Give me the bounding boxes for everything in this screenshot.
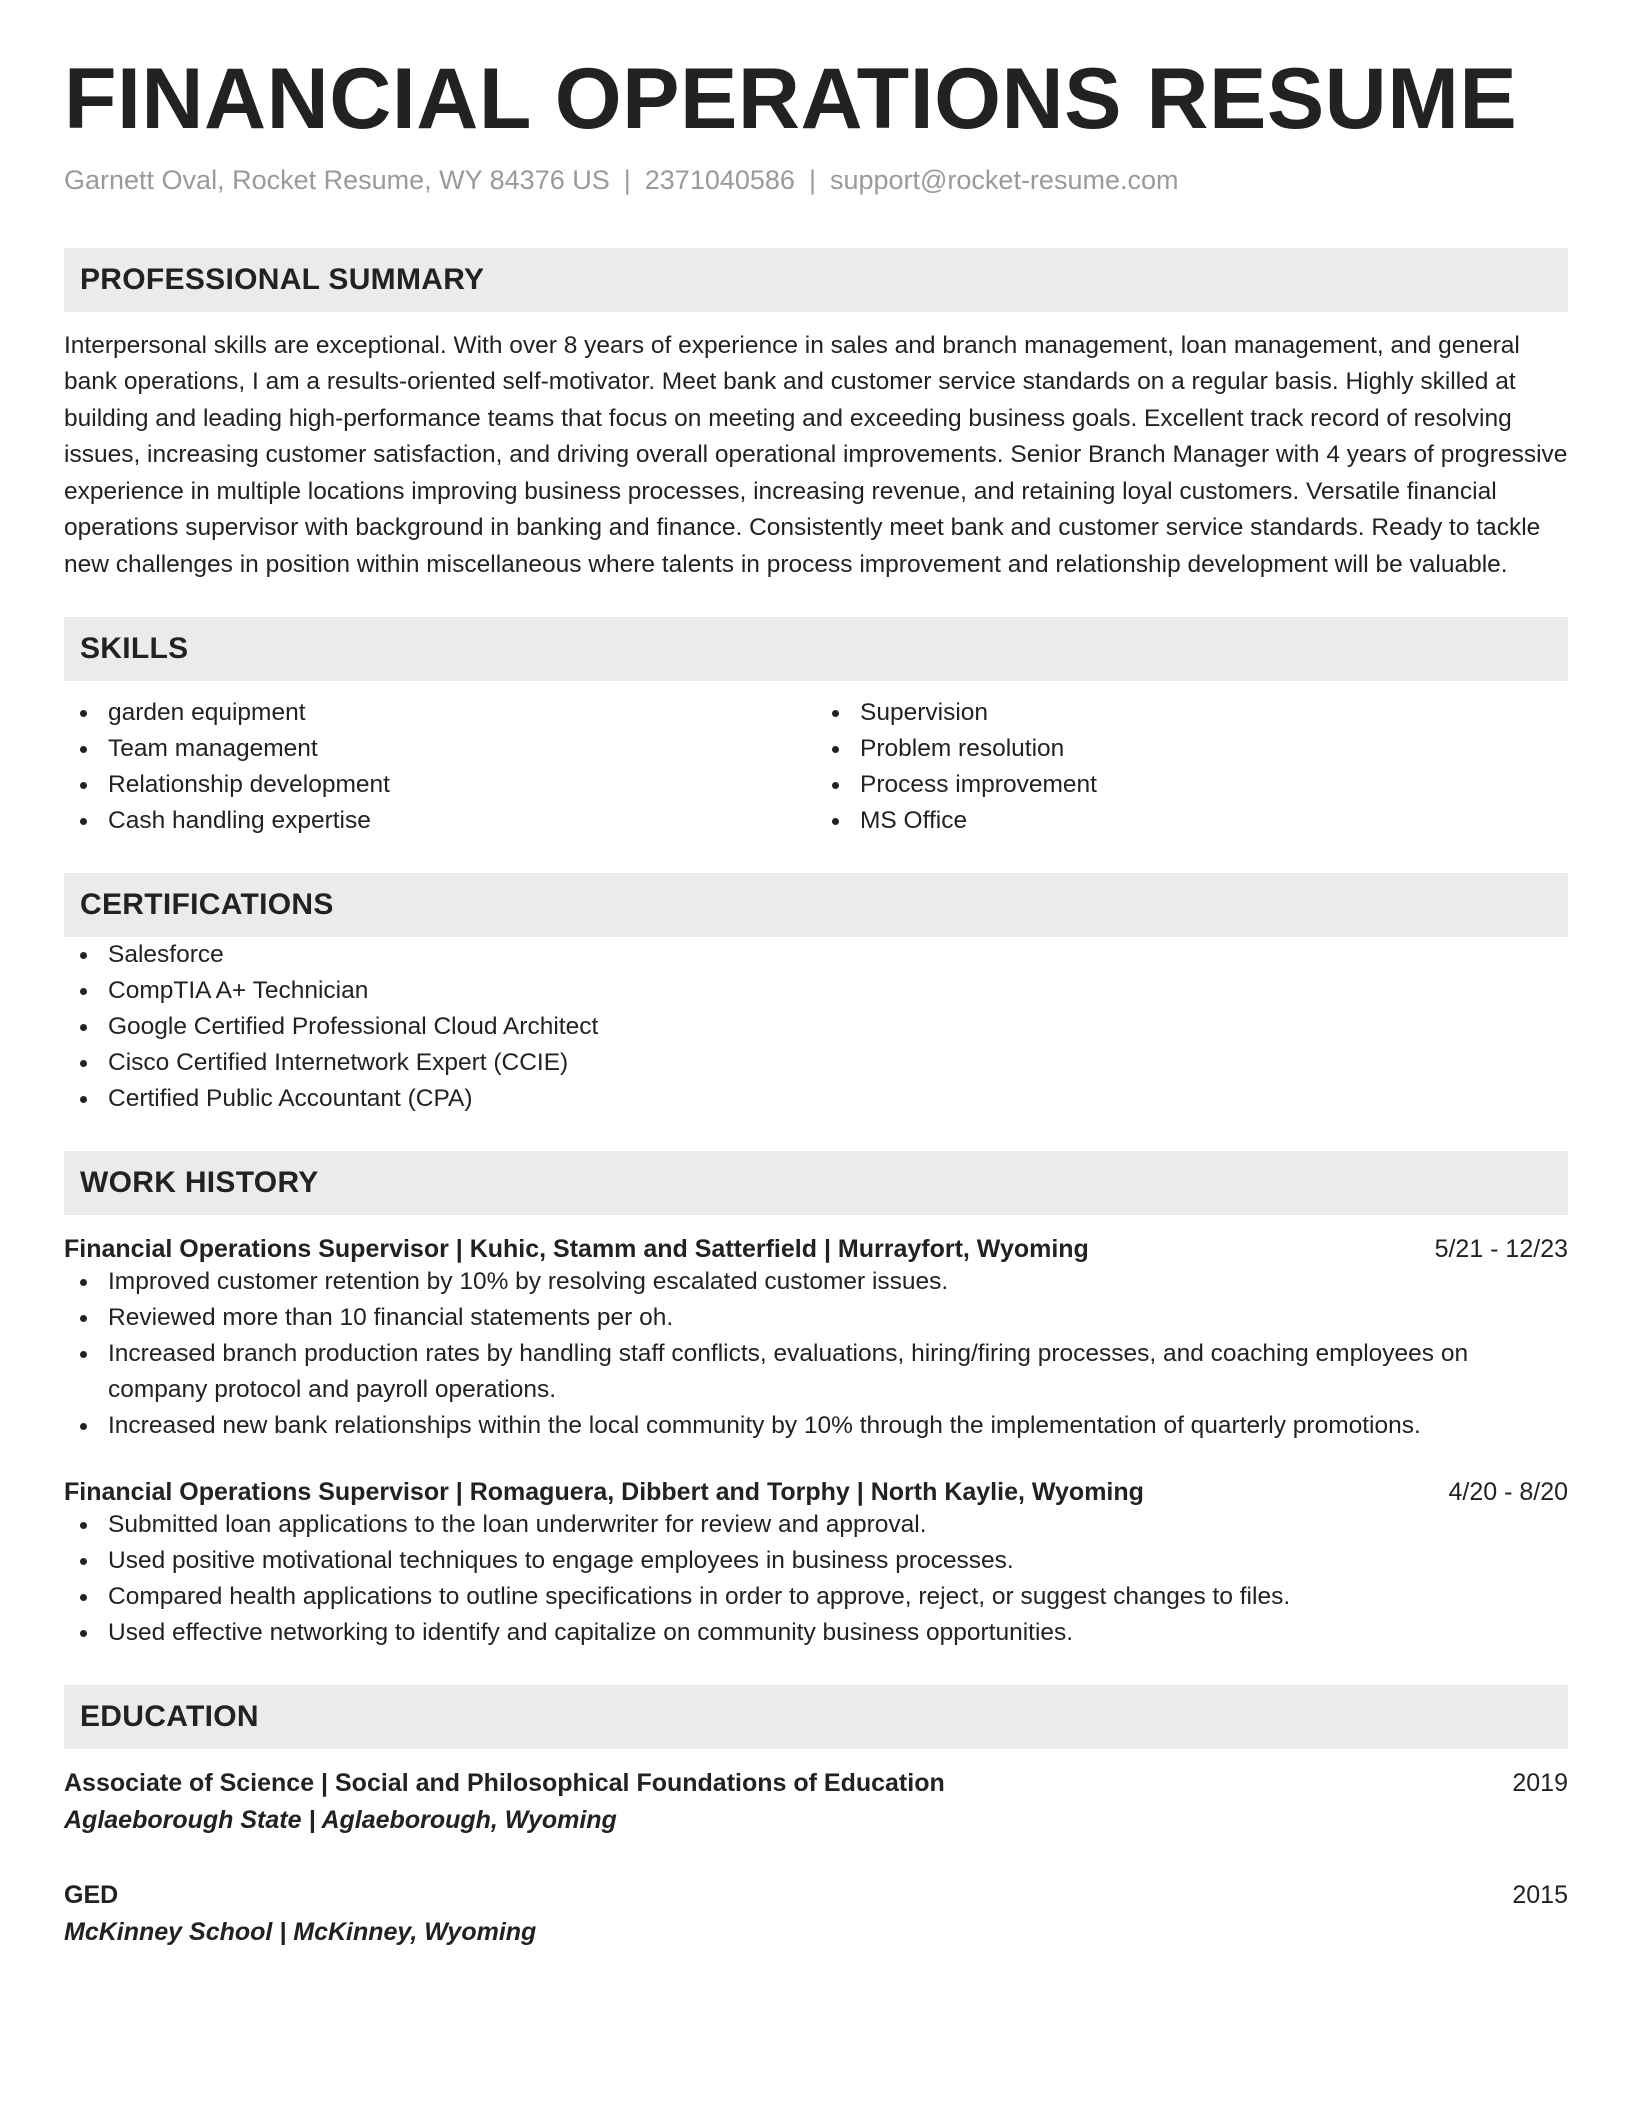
contact-address: Garnett Oval, Rocket Resume, WY 84376 US (64, 164, 610, 195)
certifications-list (64, 937, 1568, 1117)
job-dates: 4/20 - 8/20 (1448, 1478, 1568, 1507)
resume-title: FINANCIAL OPERATIONS RESUME (64, 51, 1518, 147)
skill-item: Supervision (816, 695, 1568, 731)
education-header (64, 1769, 1568, 1798)
education-heading: EDUCATION (64, 1685, 1568, 1749)
education-degree: Associate of Science | Social and Philosophical Foundations of Education (64, 1769, 945, 1798)
education-school: Aglaeborough State | Aglaeborough, Wyoming (64, 1806, 617, 1835)
skill-item: garden equipment (64, 695, 816, 731)
job-header (64, 1235, 1568, 1264)
skill-item: MS Office (816, 803, 1568, 839)
job-bullet: Improved customer retention by 10% by resolving escalated customer issues. (64, 1264, 1568, 1300)
job-bullet: Increased branch production rates by handling staff conflicts, evaluations, hiring/firing processes, and coaching employees on company protocol and payroll operations. (64, 1336, 1568, 1408)
certifications-heading: CERTIFICATIONS (64, 873, 1568, 937)
contact-line (64, 165, 1568, 196)
contact-separator: | (623, 164, 631, 195)
job-bullet: Compared health applications to outline specifications in order to approve, reject, or suggest changes to files. (64, 1579, 1568, 1615)
certification-item: Certified Public Accountant (CPA) (64, 1081, 1568, 1117)
job-title: Financial Operations Supervisor | Kuhic, Stamm and Satterfield | Murrayfort, Wyoming (64, 1235, 1089, 1264)
skill-item: Relationship development (64, 767, 816, 803)
certification-item: Google Certified Professional Cloud Architect (64, 1009, 1568, 1045)
job-bullets (64, 1507, 1568, 1651)
job-header (64, 1478, 1568, 1507)
education-degree: GED (64, 1881, 119, 1910)
education-school: McKinney School | McKinney, Wyoming (64, 1918, 537, 1947)
skills-grid (64, 695, 1568, 839)
skill-item: Problem resolution (816, 731, 1568, 767)
job-bullet: Used positive motivational techniques to engage employees in business processes. (64, 1543, 1568, 1579)
skill-item: Process improvement (816, 767, 1568, 803)
education-year: 2015 (1512, 1881, 1568, 1910)
certification-item: CompTIA A+ Technician (64, 973, 1568, 1009)
job-bullets (64, 1264, 1568, 1444)
contact-phone: 2371040586 (644, 164, 795, 195)
skill-item: Cash handling expertise (64, 803, 816, 839)
education-year: 2019 (1512, 1769, 1568, 1798)
certification-item: Salesforce (64, 937, 1568, 973)
job-bullet: Increased new bank relationships within the local community by 10% through the implementation of quarterly promotions. (64, 1408, 1568, 1444)
contact-email: support@rocket-resume.com (829, 164, 1179, 195)
skills-left-list (64, 695, 816, 839)
skills-heading: SKILLS (64, 617, 1568, 681)
job-bullet: Submitted loan applications to the loan underwriter for review and approval. (64, 1507, 1568, 1543)
contact-separator: | (808, 164, 816, 195)
job-dates: 5/21 - 12/23 (1434, 1235, 1568, 1264)
skill-item: Team management (64, 731, 816, 767)
summary-text: Interpersonal skills are exceptional. With over 8 years of experience in sales and branch management, loan management, and general bank operations, I am a results-oriented self-motivator. Meet bank and customer service standards on a regular basis. Highly skilled at building and leading high-performance teams that focus on meeting and exceeding business goals. Excellent track record of resolving issues, increasing customer satisfaction, and driving overall operational improvements. Senior Branch Manager with 4 years of progressive experience in multiple locations improving business processes, increasing revenue, and retaining loyal customers. Versatile financial operations supervisor with background in banking and finance. Consistently meet bank and customer service standards. Ready to tackle new challenges in position within miscellaneous where talents in process improvement and relationship development will be valuable. (64, 331, 1568, 578)
job-bullet: Reviewed more than 10 financial statements per oh. (64, 1300, 1568, 1336)
certification-item: Cisco Certified Internetwork Expert (CCIE) (64, 1045, 1568, 1081)
skills-right-list (816, 695, 1568, 839)
job-title: Financial Operations Supervisor | Romaguera, Dibbert and Torphy | North Kaylie, Wyoming (64, 1478, 1144, 1507)
job-bullet: Used effective networking to identify and capitalize on community business opportunities. (64, 1615, 1568, 1651)
work-history-heading: WORK HISTORY (64, 1151, 1568, 1215)
summary-heading: PROFESSIONAL SUMMARY (64, 248, 1568, 312)
education-header (64, 1881, 1568, 1910)
